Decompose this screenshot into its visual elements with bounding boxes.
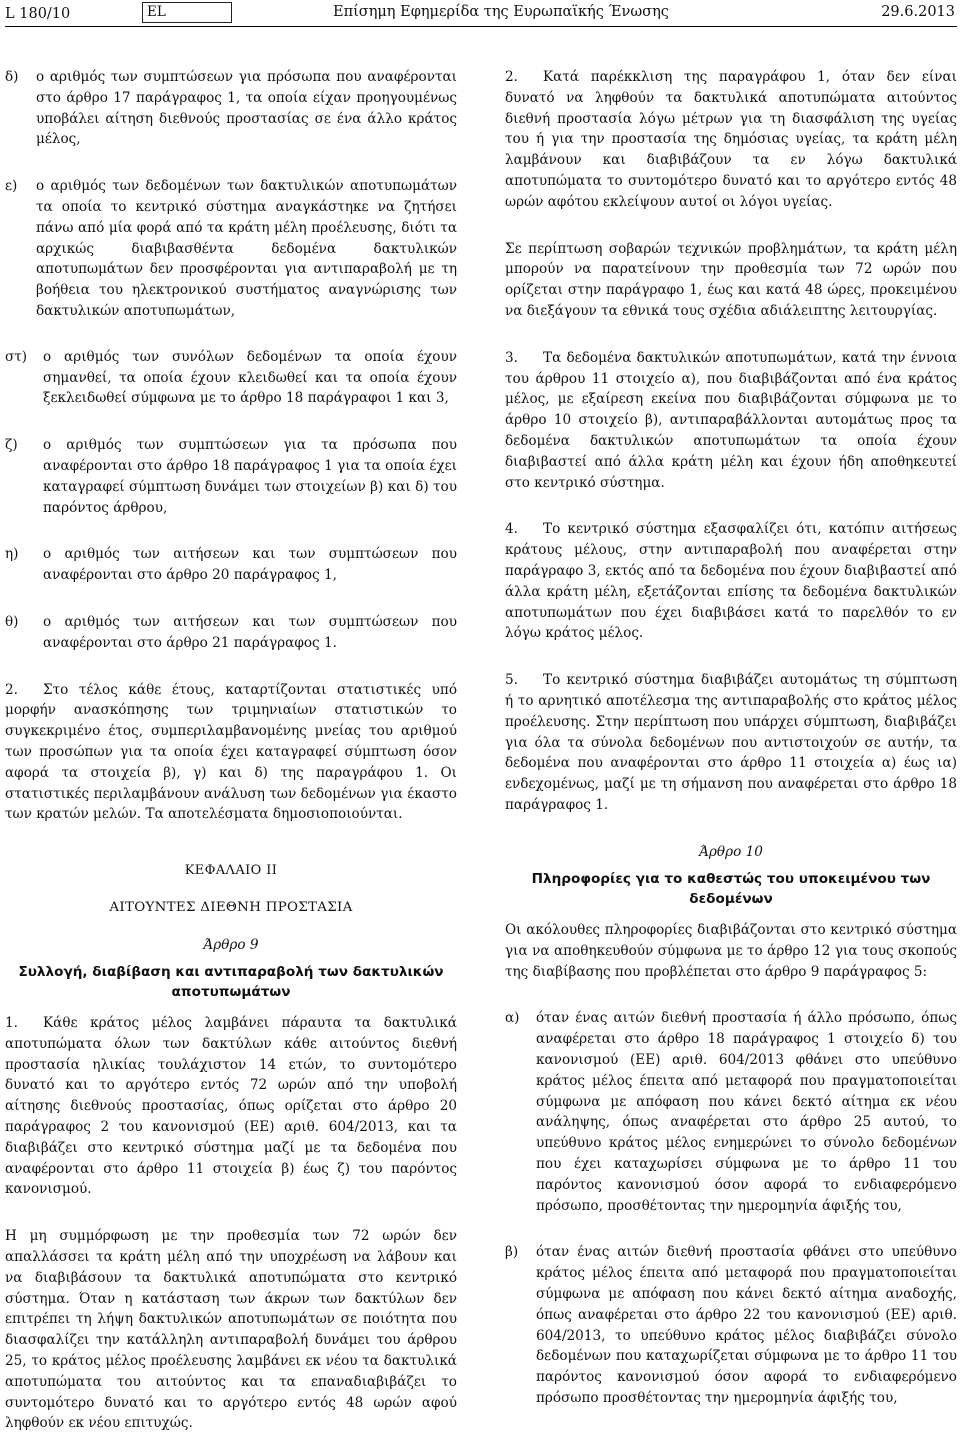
left-column xyxy=(5,67,457,1434)
article-10-item-a xyxy=(505,1008,957,1216)
item-text: ο αριθμός των αιτήσεων και των συμπτώσεων που αναφέρονται στο άρθρο 21 παράγραφος 1. xyxy=(43,613,457,651)
list-item-d xyxy=(5,67,457,150)
list-item-i xyxy=(5,544,457,586)
paragraph-text: Τα δεδομένα δακτυλικών αποτυπωμάτων, κατά την έννοια του άρθρου 11 στοιχείο α), που διαβιβάζονται από ένα κράτος μέλος, με εξαίρεση εκείνα που διαβιβάζονται σύμφωνα με το άρθρο 10 στοιχείο β), αντιπαραβάλλονται αυτομάτως προς τα δεδομένα δακτυλικών αποτυπωμάτων τα οποία έχουν διαβιβαστεί από άλλα κράτη μέλη και έχουν ήδη αποθηκευτεί στο κεντρικό σύστημα. xyxy=(505,349,957,491)
item-text: όταν ένας αιτών διεθνή προστασία φθάνει στο υπεύθυνο κράτος μέλος έπειτα από μεταφορά που πραγματοποιείται σύμφωνα με απόφαση που κάνει δεκτό αίτημα αναδοχής, όπως αναφέρεται στο άρθρο 22 του κανονισμού (ΕΕ) αριθ. 604/2013, το υπεύθυνο κράτος μέλος διαβιβάζει σύνολο δεδομένων που καταχωρίζεται σύμφωνα με το άρθρο 11 του παρόντος κανονισμού όσον αφορά το ενδιαφερόμενο πρόσωπο προσθέτοντας την ημερομηνία άφιξής του, xyxy=(536,1244,957,1407)
article-9-title: Συλλογή, διαβίβαση και αντιπαραβολή των δακτυλικών αποτυπωμάτων xyxy=(18,963,444,1001)
item-label: η) xyxy=(5,546,19,563)
item-label: θ) xyxy=(5,613,19,630)
list-item-st xyxy=(5,347,457,409)
list-item-th xyxy=(5,612,457,654)
paragraph-number: 1. xyxy=(5,1015,18,1032)
paragraph-2 xyxy=(5,680,457,826)
right-column xyxy=(505,67,957,1409)
item-text: ο αριθμός των δεδομένων των δακτυλικών αποτυπωμάτων τα οποία το κεντρικό σύστημα αναγκάστηκε να ζητήσει πάνω από μία φορά από τα κράτη μέλη προέλευσης, διότι τα αρχικώς διαβιβασθέντα δεδομένα δακτυλικών αποτυπωμάτων δεν προσφέρονται για αντιπαραβολή με τη βοήθεια του ηλεκτρονικού συστήματος αναγνώρισης των δακτυλικών αποτυπωμάτων, xyxy=(36,178,457,319)
article-9-paragraph-4 xyxy=(505,519,957,644)
paragraph-text: Το κεντρικό σύστημα διαβιβάζει αυτομάτως τη σύμπτωση ή το αρνητικό αποτέλεσμα της αντιπαραβολής στο κράτος μέλος προέλευσης. Στην περίπτωση που υπάρχει σύμπτωση, διαβιβάζει για όλα τα σύνολα δεδομένων που αντιστοιχούν σε αυτήν, τα δεδομένα που αναφέρονται στο άρθρο 11 στοιχεία α) έως ια) ενδεχομένως, μαζί με τη σήμανση που αναφέρεται στο άρθρο 18 παράγραφος 1. xyxy=(505,672,957,813)
paragraph-number: 5. xyxy=(505,672,518,689)
page-header xyxy=(5,2,957,26)
item-label: α) xyxy=(505,1010,520,1027)
paragraph-number: 3. xyxy=(505,349,518,366)
article-9-paragraph-1-subparagraph: Η μη συμμόρφωση με την προθεσμία των 72 ωρών δεν απαλλάσσει τα κράτη μέλη από την υποχρέωση να λάβουν και να διαβιβάσουν τα δακτυλικά αποτυπώματα στο κεντρικό σύστημα. Όταν η κατάσταση των άκρων των δακτύλων δεν επιτρέπει τη λήψη δακτυλικών αποτυπωμάτων σε ποιότητα που διασφαλίζει την κατάλληλη αντιπαραβολή δυνάμει του άρθρου 25, το κράτος μέλος προέλευσης λαμβάνει εκ νέου τα δακτυλικά αποτυπώματα του αιτούντος και τα επαναδιαβιβάζει το συντομότερο δυνατό και το αργότερο εντός 48 ωρών αφού ληφθούν εκ νέου επιτυχώς. xyxy=(5,1228,457,1432)
item-text: ο αριθμός των συνόλων δεδομένων τα οποία έχουν σημανθεί, τα οποία έχουν κλειδωθεί και τα οποία έχουν ξεκλειδωθεί σύμφωνα με το άρθρο 18 παράγραφοι 1 και 3, xyxy=(43,348,457,407)
paragraph-text: Κάθε κράτος μέλος λαμβάνει πάραυτα τα δακτυλικά αποτυπώματα όλων των δακτύλων κάθε αιτούντος διεθνή προστασία ηλικίας τουλάχιστον 14 ετών, το συντομότερο δυνατό και το αργότερο εντός 72 ωρών από την υποβολή αίτησης διεθνούς προστασίας, όπως ορίζεται στο άρθρο 20 παράγραφος 2 του κανονισμού (ΕΕ) αριθ. 604/2013, και τα διαβιβάζει στο κεντρικό σύστημα μαζί με τα δεδομένα που αναφέρονται στο άρθρο 11 στοιχεία β) έως ζ) του παρόντος κανονισμού. xyxy=(5,1015,457,1198)
item-text: όταν ένας αιτών διεθνή προστασία ή άλλο πρόσωπο, όπως αναφέρεται στο άρθρο 18 παράγραφος 1 στοιχείο δ) του κανονισμού (ΕΕ) αριθ. 604/2013 φθάνει στο υπεύθυνο κράτος μέλος έπειτα από μεταφορά που πραγματοποιείται σύμφωνα με απόφαση που κάνει δεκτό αίτημα εκ νέου ανάληψης, όπως αναφέρεται στο άρθρο 25 αυτού, το υπεύθυνο κράτος μέλος ενημερώνει το σύνολο δεδομένων που έχει καταχωρίσει σύμφωνα με το άρθρο 11 του παρόντος κανονισμού όσον αφορά το ενδιαφερόμενο πρόσωπο, προσθέτοντας την ημερομηνία άφιξής του, xyxy=(536,1010,957,1214)
publication-date: 29.6.2013 xyxy=(881,4,955,20)
paragraph-text: Στο τέλος κάθε έτους, καταρτίζονται στατιστικές υπό μορφήν ανασκόπησης των τριμηνιαίων στατιστικών το συγκεκριμένο έτος, συμπεριλαμβανομένης μνείας του αριθμού των προσώπων για τα οποία έχει καταγραφεί σύμπτωση όσον αφορά τα στοιχεία β), γ) και δ) της παραγράφου 1. Οι στατιστικές περιλαμβάνουν ανάλυση των δεδομένων για έκαστο των κρατών μελών. Τα αποτελέσματα δημοσιοποιούνται. xyxy=(5,681,457,823)
paragraph-number: 2. xyxy=(505,69,518,85)
item-text: ο αριθμός των αιτήσεων και των συμπτώσεων που αναφέρονται στο άρθρο 20 παράγραφος 1, xyxy=(43,546,457,584)
journal-title: Επίσημη Εφημερίδα της Ευρωπαϊκής Ένωσης xyxy=(333,4,669,20)
list-item-z xyxy=(5,435,457,518)
paragraph-text: Κατά παρέκκλιση της παραγράφου 1, όταν δεν είναι δυνατό να ληφθούν τα δακτυλικά αποτυπώματα αιτούντος διεθνή προστασία λόγω μέτρων για τη διασφάλιση της υγείας του ή για την προστασία της δημόσιας υγείας, τα κράτη μέλη λαμβάνουν και διαβιβάζουν τα εν λόγω δακτυλικά αποτυπώματα το συντομότερο δυνατό και το αργότερο εντός 48 ωρών αφότου εκλείψουν αυτοί οι λόγοι υγείας. xyxy=(505,69,957,210)
article-10-item-b xyxy=(505,1242,957,1408)
article-10-title: Πληροφορίες για το καθεστώς του υποκειμένου των δεδομένων xyxy=(531,870,931,908)
article-9-paragraph-1 xyxy=(5,1013,457,1200)
article-10-heading: Άρθρο 10 xyxy=(699,843,763,860)
header-rule xyxy=(5,26,957,27)
page-number: L 180/10 xyxy=(5,6,71,22)
paragraph-text: Το κεντρικό σύστημα εξασφαλίζει ότι, κατόπιν αιτήσεως κράτους μέλους, στην αντιπαραβολή που αναφέρεται στην παράγραφο 3, εκτός από τα δεδομένα που έχουν διαβιβαστεί από άλλα κράτη μέλη, εξετάζονται επίσης τα δεδομένα δακτυλικών αποτυπωμάτων που έχει διαβιβάσει κατά το παρελθόν το εν λόγω κράτος μέλος. xyxy=(505,521,957,642)
item-label: ζ) xyxy=(5,437,18,454)
chapter-title: ΑΙΤΟΥΝΤΕΣ ΔΙΕΘΝΗ ΠΡΟΣΤΑΣΙΑ xyxy=(109,899,353,915)
item-label: β) xyxy=(505,1244,519,1261)
article-10-intro: Οι ακόλουθες πληροφορίες διαβιβάζονται στο κεντρικό σύστημα για να αποθηκευθούν σύμφωνα με το άρθρο 12 για τους σκοπούς της διαβίβασης που προβλέπεται στο άρθρο 9 παράγραφος 5: xyxy=(505,922,957,980)
language-box: EL xyxy=(142,2,232,23)
article-9-paragraph-2-subparagraph: Σε περίπτωση σοβαρών τεχνικών προβλημάτων, τα κράτη μέλη μπορούν να παρατείνουν την προθεσμία των 72 ωρών που ορίζεται στην παράγραφο 1, έως και κατά 48 ώρες, προκειμένου να διεξάγουν τα εθνικά τους σχέδια αδιάλειπτης λειτουργίας. xyxy=(505,240,957,319)
item-text: ο αριθμός των συμπτώσεων για τα πρόσωπα που αναφέρονται στο άρθρο 18 παράγραφος 1 για τα οποία έχει καταγραφεί σύμπτωση δυνάμει των στοιχείων β) και δ) του παρόντος άρθρου, xyxy=(43,437,457,516)
article-9-heading: Άρθρο 9 xyxy=(203,936,259,953)
item-text: ο αριθμός των συμπτώσεων για πρόσωπα που αναφέρονται στο άρθρο 17 παράγραφος 1, τα οποία είχαν προηγουμένως υποβάλει αίτηση διεθνούς προστασίας σε ένα άλλο κράτος μέλος, xyxy=(36,69,457,148)
paragraph-number: 2. xyxy=(5,681,18,698)
chapter-heading: ΚΕΦΑΛΑΙΟ ΙΙ xyxy=(184,863,278,879)
list-item-e xyxy=(5,176,457,322)
item-label: στ) xyxy=(5,348,28,365)
article-9-paragraph-5 xyxy=(505,670,957,816)
item-label: δ) xyxy=(5,69,19,85)
article-9-paragraph-3 xyxy=(505,348,957,494)
paragraph-number: 4. xyxy=(505,521,518,538)
item-label: ε) xyxy=(5,178,18,195)
article-9-paragraph-2 xyxy=(505,67,957,213)
